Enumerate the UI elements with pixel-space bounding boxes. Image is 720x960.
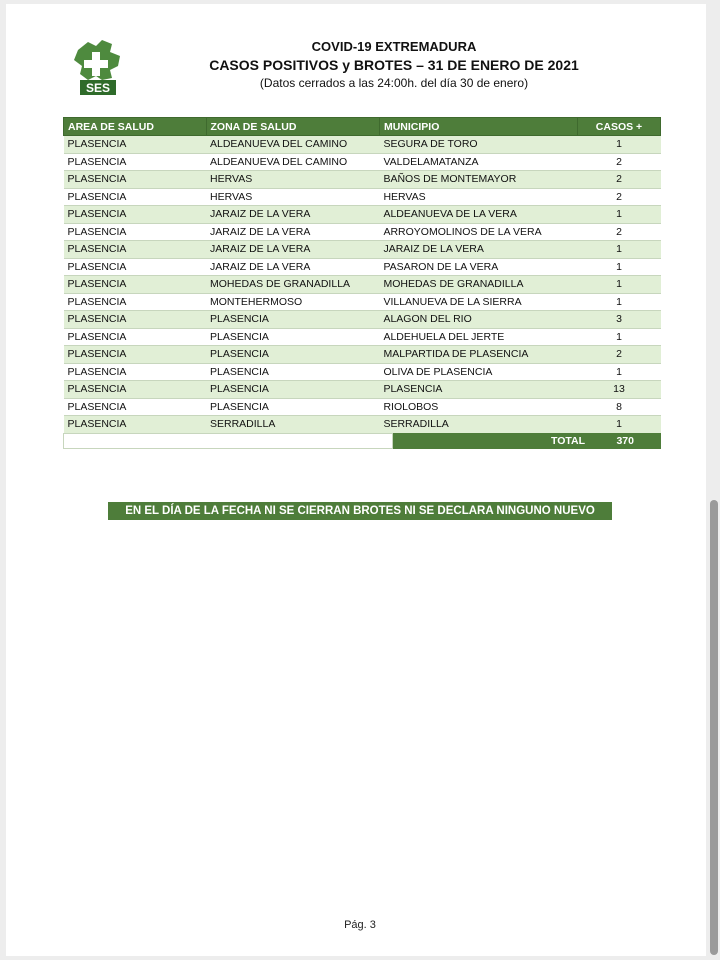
cell-area: PLASENCIA xyxy=(64,293,207,311)
cell-zona: HERVAS xyxy=(206,188,379,206)
cell-area: PLASENCIA xyxy=(64,416,207,434)
table-row xyxy=(64,276,661,294)
cell-casos: 1 xyxy=(577,416,660,434)
cell-casos: 1 xyxy=(577,363,660,381)
logo-text: SES xyxy=(85,81,111,95)
table-row xyxy=(64,381,661,399)
cell-casos: 8 xyxy=(577,398,660,416)
status-banner: EN EL DÍA DE LA FECHA NI SE CIERRAN BROTES NI SE DECLARA NINGUNO NUEVO xyxy=(108,502,612,520)
cell-municipio: ARROYOMOLINOS DE LA VERA xyxy=(379,223,577,241)
cell-zona: MONTEHERMOSO xyxy=(206,293,379,311)
table-row xyxy=(64,258,661,276)
cell-area: PLASENCIA xyxy=(64,153,207,171)
cell-zona: PLASENCIA xyxy=(206,328,379,346)
table-row xyxy=(64,293,661,311)
cell-area: PLASENCIA xyxy=(64,328,207,346)
cell-area: PLASENCIA xyxy=(64,398,207,416)
table-row xyxy=(64,416,661,434)
cell-municipio: PLASENCIA xyxy=(379,381,577,399)
cell-municipio: VILLANUEVA DE LA SIERRA xyxy=(379,293,577,311)
cell-municipio: SERRADILLA xyxy=(379,416,577,434)
cell-zona: HERVAS xyxy=(206,171,379,189)
cell-municipio: MALPARTIDA DE PLASENCIA xyxy=(379,346,577,364)
table-row xyxy=(64,363,661,381)
cell-municipio: ALDEANUEVA DE LA VERA xyxy=(379,206,577,224)
cell-zona: SERRADILLA xyxy=(206,416,379,434)
table-row xyxy=(64,346,661,364)
table-row xyxy=(64,328,661,346)
cell-municipio: VALDELAMATANZA xyxy=(379,153,577,171)
cell-zona: PLASENCIA xyxy=(206,381,379,399)
document-note: (Datos cerrados a las 24:00h. del día 30 de enero) xyxy=(259,76,529,90)
document-title: COVID-19 EXTREMADURA xyxy=(311,39,477,54)
document-header xyxy=(130,38,658,92)
cell-area: PLASENCIA xyxy=(64,241,207,259)
cell-area: PLASENCIA xyxy=(64,346,207,364)
column-header-casos: CASOS + xyxy=(577,118,660,136)
cell-area: PLASENCIA xyxy=(64,206,207,224)
cell-zona: JARAIZ DE LA VERA xyxy=(206,241,379,259)
table-row xyxy=(64,136,661,154)
cell-area: PLASENCIA xyxy=(64,258,207,276)
table-row xyxy=(64,188,661,206)
cell-casos: 1 xyxy=(577,328,660,346)
cell-casos: 1 xyxy=(577,293,660,311)
table-row xyxy=(64,398,661,416)
cell-municipio: PASARON DE LA VERA xyxy=(379,258,577,276)
document-subtitle: CASOS POSITIVOS y BROTES – 31 DE ENERO DE 2021 xyxy=(209,57,579,73)
cell-municipio: RIOLOBOS xyxy=(379,398,577,416)
cell-zona: PLASENCIA xyxy=(206,311,379,329)
cell-municipio: ALAGON DEL RIO xyxy=(379,311,577,329)
cell-municipio: JARAIZ DE LA VERA xyxy=(379,241,577,259)
cell-municipio: BAÑOS DE MONTEMAYOR xyxy=(379,171,577,189)
total-row xyxy=(63,433,661,449)
table-row xyxy=(64,241,661,259)
cell-casos: 2 xyxy=(577,346,660,364)
cell-zona: ALDEANUEVA DEL CAMINO xyxy=(206,136,379,154)
cell-casos: 3 xyxy=(577,311,660,329)
column-header-municipio: MUNICIPIO xyxy=(379,118,577,136)
cell-casos: 1 xyxy=(577,241,660,259)
table-row xyxy=(64,206,661,224)
total-blank-cell xyxy=(63,433,393,449)
table-header-row xyxy=(64,118,661,136)
cell-area: PLASENCIA xyxy=(64,223,207,241)
cell-casos: 13 xyxy=(577,381,660,399)
table-row xyxy=(64,311,661,329)
cell-municipio: MOHEDAS DE GRANADILLA xyxy=(379,276,577,294)
cell-area: PLASENCIA xyxy=(64,363,207,381)
cell-zona: JARAIZ DE LA VERA xyxy=(206,206,379,224)
ses-logo-icon xyxy=(66,36,126,98)
cell-zona: JARAIZ DE LA VERA xyxy=(206,223,379,241)
cell-casos: 2 xyxy=(577,153,660,171)
cell-casos: 1 xyxy=(577,276,660,294)
cell-zona: JARAIZ DE LA VERA xyxy=(206,258,379,276)
total-label: TOTAL xyxy=(550,435,585,447)
cell-zona: PLASENCIA xyxy=(206,363,379,381)
cell-casos: 2 xyxy=(577,223,660,241)
cell-municipio: SEGURA DE TORO xyxy=(379,136,577,154)
table-row xyxy=(64,223,661,241)
column-header-zona: ZONA DE SALUD xyxy=(206,118,379,136)
cell-municipio: HERVAS xyxy=(379,188,577,206)
cell-area: PLASENCIA xyxy=(64,311,207,329)
cell-casos: 1 xyxy=(577,206,660,224)
cell-zona: PLASENCIA xyxy=(206,398,379,416)
cases-table xyxy=(63,117,661,434)
page-number: Pág. 3 xyxy=(344,919,376,931)
cell-area: PLASENCIA xyxy=(64,381,207,399)
cell-area: PLASENCIA xyxy=(64,188,207,206)
cell-area: PLASENCIA xyxy=(64,171,207,189)
cell-zona: ALDEANUEVA DEL CAMINO xyxy=(206,153,379,171)
cell-zona: PLASENCIA xyxy=(206,346,379,364)
cell-casos: 1 xyxy=(577,258,660,276)
column-header-area: AREA DE SALUD xyxy=(64,118,207,136)
cell-casos: 2 xyxy=(577,188,660,206)
cell-area: PLASENCIA xyxy=(64,136,207,154)
cell-municipio: ALDEHUELA DEL JERTE xyxy=(379,328,577,346)
cell-municipio: OLIVA DE PLASENCIA xyxy=(379,363,577,381)
total-box xyxy=(393,433,661,449)
cell-area: PLASENCIA xyxy=(64,276,207,294)
ses-logo xyxy=(66,36,126,98)
cell-casos: 2 xyxy=(577,171,660,189)
cell-zona: MOHEDAS DE GRANADILLA xyxy=(206,276,379,294)
cell-casos: 1 xyxy=(577,136,660,154)
total-value: 370 xyxy=(616,435,634,447)
table-row xyxy=(64,153,661,171)
table-row xyxy=(64,171,661,189)
scrollbar[interactable] xyxy=(710,500,718,955)
